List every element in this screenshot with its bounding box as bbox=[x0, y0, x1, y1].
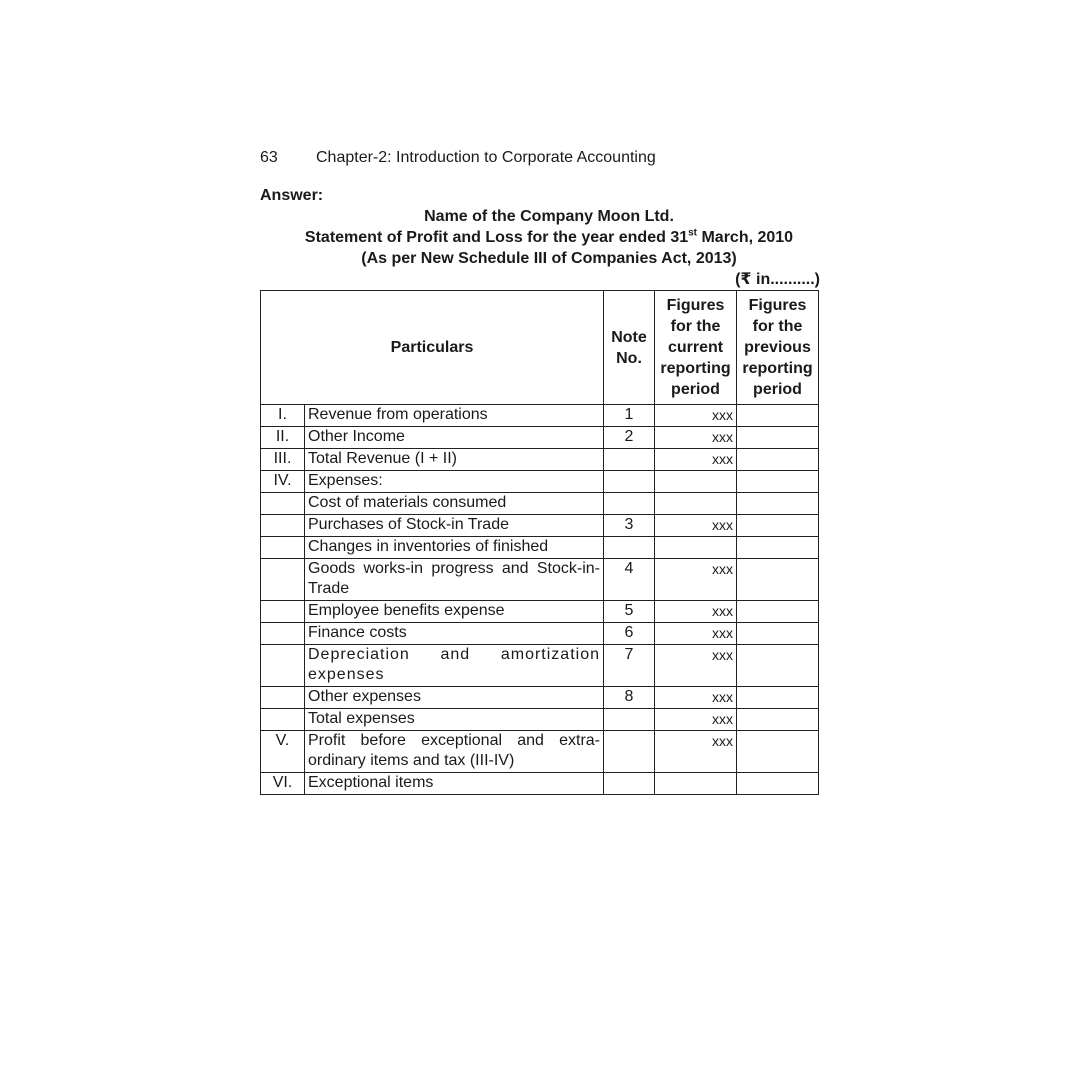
row-note: 4 bbox=[604, 559, 655, 601]
row-previous bbox=[737, 493, 819, 515]
row-particular: Profit before exceptional and extra-ordinary items and tax (III-IV) bbox=[305, 731, 604, 773]
row-number bbox=[261, 687, 305, 709]
table-row bbox=[261, 709, 819, 731]
chapter-title: Chapter-2: Introduction to Corporate Accounting bbox=[316, 149, 656, 166]
row-note: 1 bbox=[604, 405, 655, 427]
table-row bbox=[261, 773, 819, 795]
row-current: xxx bbox=[655, 449, 737, 471]
table-row bbox=[261, 493, 819, 515]
row-previous bbox=[737, 731, 819, 773]
row-current: xxx bbox=[655, 709, 737, 731]
row-note bbox=[604, 773, 655, 795]
row-particular: Changes in inventories of finished bbox=[305, 537, 604, 559]
row-particular: Total expenses bbox=[305, 709, 604, 731]
header-particulars: Particulars bbox=[261, 291, 604, 405]
row-particular: Other expenses bbox=[305, 687, 604, 709]
row-note: 7 bbox=[604, 645, 655, 687]
table-row bbox=[261, 731, 819, 773]
row-note: 2 bbox=[604, 427, 655, 449]
table-row bbox=[261, 559, 819, 601]
statement-title-date: March, 2010 bbox=[697, 229, 794, 246]
currency-unit: (₹ in..........) bbox=[735, 271, 820, 288]
document-page bbox=[260, 146, 820, 795]
row-current: xxx bbox=[655, 687, 737, 709]
header-current-period: Figures for the current reporting period bbox=[655, 291, 737, 405]
table-row bbox=[261, 623, 819, 645]
table-row bbox=[261, 515, 819, 537]
table-row bbox=[261, 449, 819, 471]
header-previous-period: Figures for the previous reporting period bbox=[737, 291, 819, 405]
row-note bbox=[604, 471, 655, 493]
row-number: I. bbox=[261, 405, 305, 427]
table-header-row bbox=[261, 291, 819, 405]
row-note: 8 bbox=[604, 687, 655, 709]
row-previous bbox=[737, 515, 819, 537]
row-current bbox=[655, 493, 737, 515]
row-current bbox=[655, 471, 737, 493]
statement-titles bbox=[278, 206, 820, 269]
row-previous bbox=[737, 427, 819, 449]
row-current: xxx bbox=[655, 623, 737, 645]
row-previous bbox=[737, 623, 819, 645]
table-row bbox=[261, 645, 819, 687]
statement-title bbox=[278, 227, 820, 248]
row-note bbox=[604, 709, 655, 731]
row-number: IV. bbox=[261, 471, 305, 493]
table-row bbox=[261, 601, 819, 623]
row-note bbox=[604, 537, 655, 559]
header-note-no: Note No. bbox=[604, 291, 655, 405]
row-particular: Goods works-in progress and Stock-in-Trade bbox=[305, 559, 604, 601]
row-previous bbox=[737, 709, 819, 731]
row-number bbox=[261, 709, 305, 731]
profit-loss-table bbox=[260, 290, 819, 795]
statement-title-main: Statement of Profit and Loss for the year ended 31 bbox=[304, 229, 689, 246]
row-note bbox=[604, 449, 655, 471]
row-particular: Exceptional items bbox=[305, 773, 604, 795]
row-particular: Depreciation and amortization expenses bbox=[305, 645, 604, 687]
row-previous bbox=[737, 645, 819, 687]
row-note bbox=[604, 731, 655, 773]
row-particular: Revenue from operations bbox=[305, 405, 604, 427]
row-current bbox=[655, 773, 737, 795]
row-current bbox=[655, 537, 737, 559]
row-note: 5 bbox=[604, 601, 655, 623]
row-particular: Finance costs bbox=[305, 623, 604, 645]
schedule-reference: (As per New Schedule III of Companies Act, 2013) bbox=[361, 250, 737, 267]
row-current: xxx bbox=[655, 559, 737, 601]
row-number bbox=[261, 623, 305, 645]
company-name: Name of the Company Moon Ltd. bbox=[424, 208, 674, 225]
row-current: xxx bbox=[655, 405, 737, 427]
row-number bbox=[261, 493, 305, 515]
row-previous bbox=[737, 687, 819, 709]
row-previous bbox=[737, 405, 819, 427]
row-number bbox=[261, 645, 305, 687]
row-number bbox=[261, 601, 305, 623]
row-previous bbox=[737, 471, 819, 493]
row-particular: Purchases of Stock-in Trade bbox=[305, 515, 604, 537]
row-number bbox=[261, 537, 305, 559]
row-particular: Cost of materials consumed bbox=[305, 493, 604, 515]
row-current: xxx bbox=[655, 645, 737, 687]
table-row bbox=[261, 427, 819, 449]
row-previous bbox=[737, 601, 819, 623]
row-current: xxx bbox=[655, 427, 737, 449]
row-particular: Other Income bbox=[305, 427, 604, 449]
row-previous bbox=[737, 773, 819, 795]
row-particular: Employee benefits expense bbox=[305, 601, 604, 623]
row-current: xxx bbox=[655, 515, 737, 537]
row-number bbox=[261, 515, 305, 537]
row-particular: Expenses: bbox=[305, 471, 604, 493]
row-previous bbox=[737, 559, 819, 601]
row-current: xxx bbox=[655, 731, 737, 773]
table-row bbox=[261, 471, 819, 493]
table-row bbox=[261, 687, 819, 709]
row-previous bbox=[737, 537, 819, 559]
row-previous bbox=[737, 449, 819, 471]
row-note: 3 bbox=[604, 515, 655, 537]
answer-label: Answer: bbox=[260, 187, 324, 204]
row-number: VI. bbox=[261, 773, 305, 795]
row-note bbox=[604, 493, 655, 515]
row-current: xxx bbox=[655, 601, 737, 623]
row-note: 6 bbox=[604, 623, 655, 645]
row-number: II. bbox=[261, 427, 305, 449]
row-number: V. bbox=[261, 731, 305, 773]
running-head bbox=[260, 146, 820, 170]
statement-title-superscript: st bbox=[688, 227, 698, 239]
page-number: 63 bbox=[260, 149, 278, 166]
row-particular: Total Revenue (I + II) bbox=[305, 449, 604, 471]
table-row bbox=[261, 537, 819, 559]
row-number bbox=[261, 559, 305, 601]
row-number: III. bbox=[261, 449, 305, 471]
table-row bbox=[261, 405, 819, 427]
